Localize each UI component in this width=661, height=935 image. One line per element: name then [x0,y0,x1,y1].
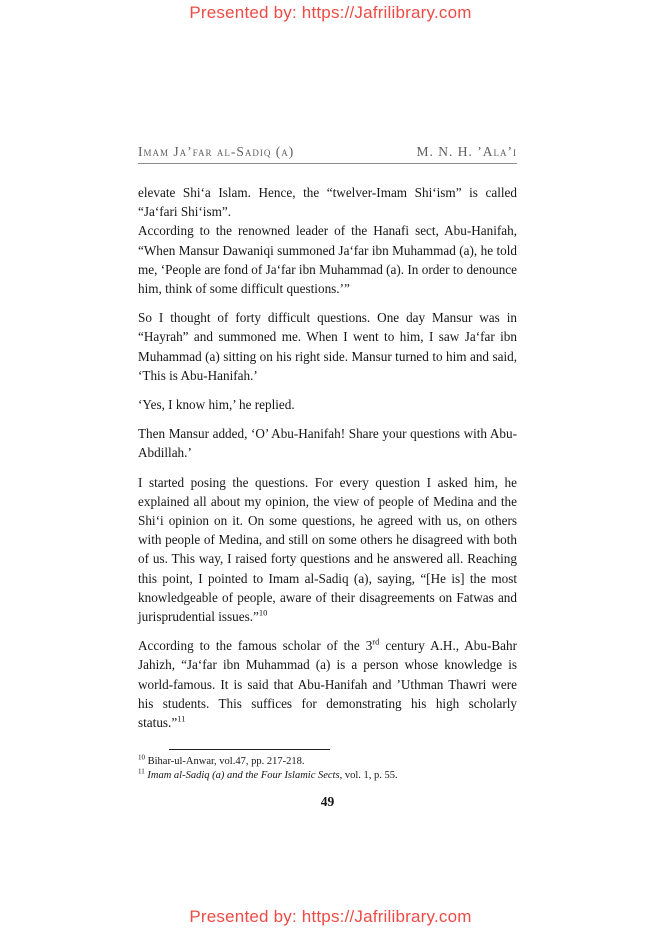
page-body [138,144,517,810]
body-paragraph: Then Mansur added, ‘O’ Abu-Hanifah! Share your questions with Abu-Abdillah.’ [138,426,517,461]
header-author-name: M. N. H. ’Ala’i [416,144,517,159]
body-paragraph: So I thought of forty difficult questions. One day Mansur was in “Hayrah” and summoned me. When I went to him, I saw Ja‘far ibn Muhammad (a) sitting on his right side. Mansur turned to him and said, ‘This is Abu-Hanifah.’ [138,310,517,383]
footnote-separator [169,749,330,750]
body-paragraph: I started posing the questions. For every question I asked him, he explained all about my opinion, the view of people of Medina and the Shi‘i opinion on it. On some questions, he agreed with us, on others with people of Medina, and still on some others he disagreed with both of us. This way, I raised forty questions and he answered all. Reaching this point, I pointed to Imam al-Sadiq (a), saying, “[He is] the most knowledgeable of people, aware of their disagreements on Fatwas and jurisprudential issues.”$^{10}$ [138,474,517,625]
watermark-bottom: Presented by: https://Jafrilibrary.com [189,907,472,926]
header-book-title: Imam Ja’far al-Sadiq (a) [138,144,295,159]
footnote: $^{10}$ Bihar-ul-Anwar, vol.47, pp. 217-218. [138,753,305,768]
body-paragraph: elevate Shi‘a Islam. Hence, the “twelver-Imam Shi‘ism” is called “Ja‘fari Shi‘ism”. [138,185,517,220]
body-paragraph: According to the famous scholar of the 3rd century A.H., Abu-Bahr Jahizh, “Ja‘far ibn Muhammad (a) is a person whose knowledge is world-famous. It is said that Abu-Hanifah and ’Uthman Thawri were his students. This suffices for demonstrating his high scholarly status.”$^{11}$ [138,636,518,731]
watermark-top: Presented by: https://Jafrilibrary.com [189,3,472,22]
body-paragraph: ‘Yes, I know him,’ he replied. [138,397,295,413]
running-header [138,144,517,164]
footnotes [138,755,517,782]
main-text [138,183,517,732]
body-paragraph: According to the renowned leader of the Hanafi sect, Abu-Hanifah, “When Mansur Dawaniqi summoned Ja‘far ibn Muhammad (a), he told me, ‘People are fond of Ja‘far ibn Muhammad (a). In order to denounce him, think of some difficult questions.’” [138,223,517,297]
footnote: $^{11}$ Imam al-Sadiq (a) and the Four Islamic Sects, vol. 1, p. 55. [138,767,398,781]
page-number: 49 [320,794,335,810]
